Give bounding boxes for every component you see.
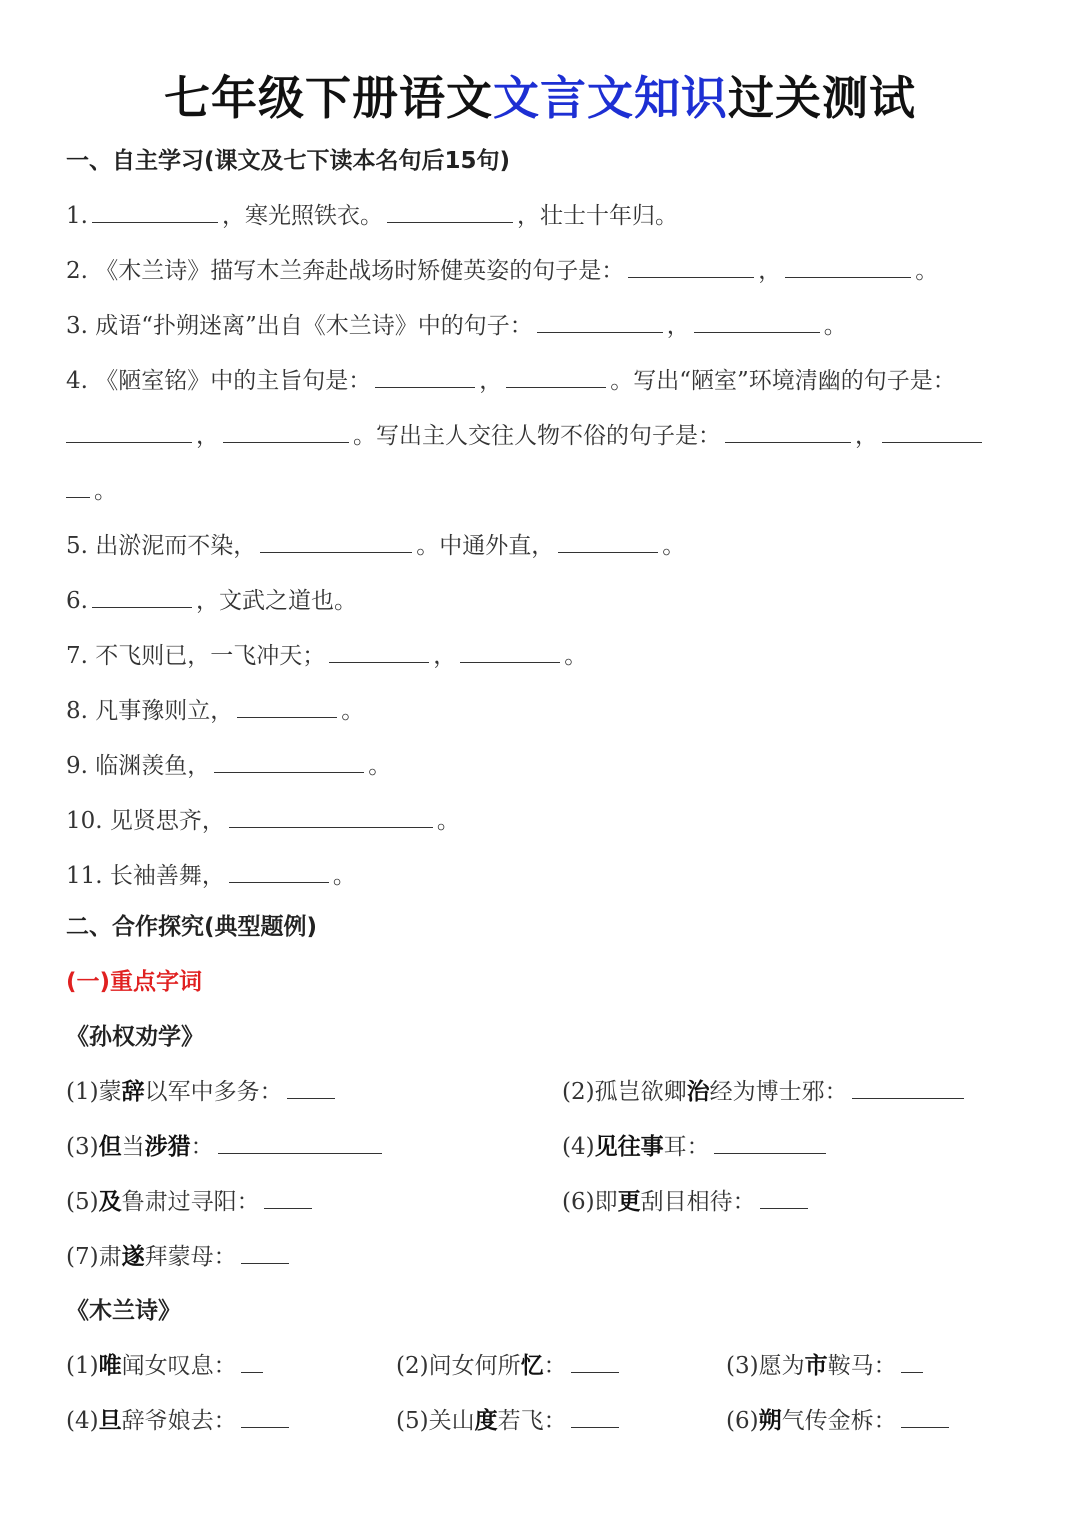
blank[interactable] bbox=[901, 1407, 949, 1428]
key-word: 更 bbox=[617, 1188, 641, 1215]
vocab-text: (1) bbox=[66, 1353, 99, 1379]
vocab-text: ： bbox=[190, 1134, 214, 1160]
blank[interactable] bbox=[882, 422, 982, 443]
blank[interactable] bbox=[92, 202, 218, 223]
key-word: 朔 bbox=[758, 1407, 782, 1434]
vocab-item bbox=[396, 1347, 623, 1380]
blank[interactable] bbox=[725, 422, 851, 443]
vocab-text: 当 bbox=[121, 1134, 145, 1160]
vocab-text: 气传金柝： bbox=[781, 1408, 897, 1434]
section2-heading: 二、合作探究(典型题例) bbox=[66, 914, 318, 940]
vocab-text: (2)问女何所 bbox=[396, 1353, 521, 1379]
vocab-item bbox=[562, 1128, 830, 1161]
blank[interactable] bbox=[460, 642, 560, 663]
blank[interactable] bbox=[237, 697, 337, 718]
vocab-item bbox=[66, 1347, 267, 1380]
blank[interactable] bbox=[571, 1352, 619, 1373]
vocab-text: 刮目相待： bbox=[640, 1189, 756, 1215]
section1-heading: 一、自主学习(课文及七下读本名句后15句) bbox=[66, 148, 511, 174]
key-word: 见往事 bbox=[594, 1133, 664, 1160]
vocab-text: 经为博士邪： bbox=[709, 1079, 848, 1105]
title-part-black-end: 过关测试 bbox=[728, 71, 916, 125]
vocab-text: (4) bbox=[66, 1408, 99, 1434]
title-part-black: 七年级下册语文 bbox=[164, 71, 493, 125]
blank[interactable] bbox=[714, 1133, 826, 1154]
blank[interactable] bbox=[218, 1133, 382, 1154]
blank[interactable] bbox=[214, 752, 364, 773]
vocab-item bbox=[66, 1238, 293, 1271]
question-10: 10. 见贤思齐， 。 bbox=[66, 808, 460, 834]
key-word: 及 bbox=[98, 1188, 122, 1215]
vocab-text: (3)愿为 bbox=[726, 1353, 805, 1379]
blank[interactable] bbox=[241, 1407, 289, 1428]
vocab-text: (6)即 bbox=[562, 1189, 618, 1215]
blank[interactable] bbox=[760, 1188, 808, 1209]
vocab-text: (5) bbox=[66, 1189, 99, 1215]
blank[interactable] bbox=[241, 1243, 289, 1264]
blank[interactable] bbox=[66, 477, 90, 498]
blank[interactable] bbox=[537, 312, 663, 333]
vocab-item bbox=[726, 1347, 927, 1380]
question-4: 4. 《陋室铭》中的主旨句是： ， 。写出“陋室”环境清幽的句子是： bbox=[66, 368, 956, 394]
question-4-end: 。 bbox=[66, 472, 117, 505]
vocab-text: (4) bbox=[562, 1134, 595, 1160]
vocab-text: 辞爷娘去： bbox=[121, 1408, 237, 1434]
question-4-cont: ， 。写出主人交往人物不俗的句子是： ， bbox=[66, 417, 986, 450]
question-7: 7. 不飞则已，一飞冲天； ， 。 bbox=[66, 643, 588, 669]
vocab-text: 以军中多务： bbox=[144, 1079, 283, 1105]
vocab-text: 鲁肃过寻阳： bbox=[121, 1189, 260, 1215]
blank[interactable] bbox=[264, 1188, 312, 1209]
blank[interactable] bbox=[329, 642, 429, 663]
blank[interactable] bbox=[92, 587, 192, 608]
blank[interactable] bbox=[229, 862, 329, 883]
blank[interactable] bbox=[694, 312, 820, 333]
vocab-text: 拜蒙母： bbox=[144, 1244, 237, 1270]
vocab-item bbox=[66, 1073, 339, 1106]
blank[interactable] bbox=[506, 367, 606, 388]
question-2: 2. 《木兰诗》描写木兰奔赴战场时矫健英姿的句子是： ， 。 bbox=[66, 258, 939, 284]
blank[interactable] bbox=[628, 257, 754, 278]
blank[interactable] bbox=[901, 1352, 923, 1373]
blank[interactable] bbox=[260, 532, 412, 553]
blank[interactable] bbox=[287, 1078, 335, 1099]
blank[interactable] bbox=[241, 1352, 263, 1373]
key-word: 涉猎 bbox=[144, 1133, 191, 1160]
key-word: 但 bbox=[98, 1133, 122, 1160]
blank[interactable] bbox=[558, 532, 658, 553]
blank[interactable] bbox=[785, 257, 911, 278]
question-11: 11. 长袖善舞， 。 bbox=[66, 863, 356, 889]
blank[interactable] bbox=[571, 1407, 619, 1428]
question-8: 8. 凡事豫则立， 。 bbox=[66, 698, 365, 724]
key-word: 度 bbox=[474, 1407, 498, 1434]
blank[interactable] bbox=[223, 422, 349, 443]
vocab-text: (5)关山 bbox=[396, 1408, 475, 1434]
vocab-item bbox=[66, 1128, 386, 1161]
vocab-item bbox=[562, 1073, 968, 1106]
subsection-key-words: (一)重点字词 bbox=[66, 969, 203, 995]
book-title-mulan: 《木兰诗》 bbox=[66, 1298, 181, 1324]
title-part-blue: 文言文知识 bbox=[493, 71, 728, 125]
vocab-item bbox=[396, 1402, 623, 1435]
vocab-text: ： bbox=[543, 1353, 567, 1379]
blank[interactable] bbox=[229, 807, 433, 828]
vocab-item bbox=[562, 1183, 812, 1216]
book-title-sunquan: 《孙权劝学》 bbox=[66, 1024, 204, 1050]
vocab-text: (7)肃 bbox=[66, 1244, 122, 1270]
question-9: 9. 临渊羡鱼， 。 bbox=[66, 753, 392, 779]
key-word: 治 bbox=[686, 1078, 710, 1105]
vocab-text: (1)蒙 bbox=[66, 1079, 122, 1105]
key-word: 市 bbox=[804, 1352, 828, 1379]
vocab-text: 鞍马： bbox=[827, 1353, 897, 1379]
key-word: 旦 bbox=[98, 1407, 122, 1434]
key-word: 唯 bbox=[98, 1352, 122, 1379]
blank[interactable] bbox=[66, 422, 192, 443]
vocab-text: (6) bbox=[726, 1408, 759, 1434]
vocab-text: 耳： bbox=[663, 1134, 710, 1160]
vocab-item bbox=[66, 1183, 316, 1216]
key-word: 辞 bbox=[121, 1078, 145, 1105]
vocab-text: (2)孤岂欲卿 bbox=[562, 1079, 687, 1105]
key-word: 遂 bbox=[121, 1243, 145, 1270]
blank[interactable] bbox=[387, 202, 513, 223]
vocab-text: 闻女叹息： bbox=[121, 1353, 237, 1379]
question-6: 6. ，文武之道也。 bbox=[66, 588, 357, 614]
question-5: 5. 出淤泥而不染， 。中通外直， 。 bbox=[66, 533, 686, 559]
key-word: 忆 bbox=[520, 1352, 544, 1379]
blank[interactable] bbox=[375, 367, 475, 388]
question-1: 1. ，寒光照铁衣。 ，壮士十年归。 bbox=[66, 203, 678, 229]
page-title bbox=[0, 62, 1080, 128]
vocab-item bbox=[726, 1402, 953, 1435]
vocab-text: 若飞： bbox=[497, 1408, 567, 1434]
blank[interactable] bbox=[852, 1078, 964, 1099]
vocab-item bbox=[66, 1402, 293, 1435]
question-3: 3. 成语“扑朔迷离”出自《木兰诗》中的句子： ， 。 bbox=[66, 313, 847, 339]
vocab-text: (3) bbox=[66, 1134, 99, 1160]
